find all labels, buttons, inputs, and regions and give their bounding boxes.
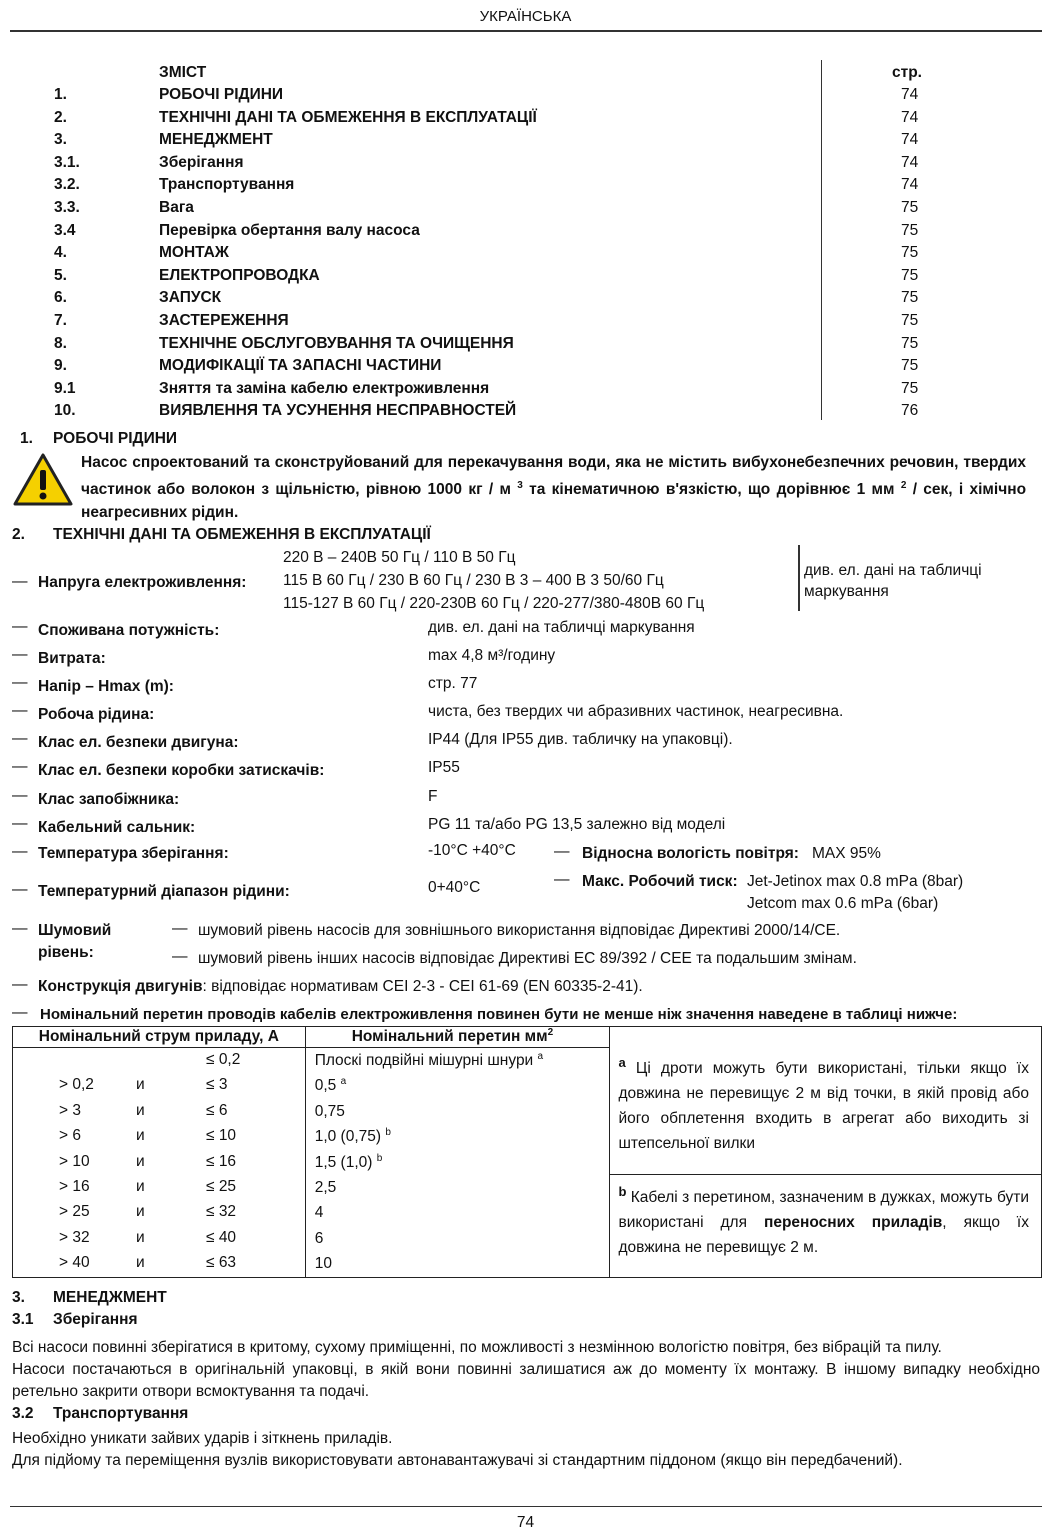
section3-1-number: 3.1 [12, 1311, 34, 1328]
current-range-row [13, 1073, 305, 1098]
section-row [306, 1099, 610, 1124]
toc-entry[interactable] [54, 109, 924, 131]
toc-entry-number: 3. [54, 131, 67, 149]
spec-voltage-note: маркування [804, 583, 889, 600]
transport-paragraph: Необхідно уникати зайвих ударів і зіткнень приладів. [12, 1430, 393, 1447]
toc-entry-number: 3.3. [54, 199, 80, 216]
current-lower: > 32 [59, 1228, 90, 1246]
section3-2-heading: Транспортування [53, 1405, 189, 1422]
spec-value: PG 11 та/або PG 13,5 залежно від моделі [428, 816, 726, 833]
current-upper: ≤ 10 [206, 1127, 237, 1145]
spec-humidity-label: Відносна вологість повітря: [582, 845, 799, 862]
spec-value: F [428, 788, 438, 805]
toc-entry-page: 74 [901, 86, 919, 103]
page-header-language: УКРАЇНСЬКА [479, 8, 572, 25]
toc-entry-title: ТЕХНІЧНІ ДАНІ ТА ОБМЕЖЕННЯ В ЕКСПЛУАТАЦІЇ [159, 108, 537, 126]
toc-entry-page: 75 [901, 379, 919, 397]
spec-value: IP55 [428, 759, 460, 776]
current-and: и [136, 1101, 145, 1119]
spec-dash: — [12, 787, 28, 804]
spec-dash: — [172, 920, 188, 937]
section1-text: Насос спроектований та сконструйований для перекачування води, яка не містить вибухонебезпечних речовин, твердих частинок або волокон з щільністю, рівною 1000 кг / м $^3$ та кінематичною в'язкістю, що дорівнює 1 мм $^2$ / сек, і хімічно неагресивних рідин. [81, 454, 1027, 522]
section3-number: 3. [12, 1289, 25, 1306]
sections-cell [305, 1048, 610, 1278]
spec-voltage-note: див. ел. дані на табличці [804, 562, 982, 579]
section-row [306, 1226, 610, 1251]
section-value: 0,75 [314, 1102, 345, 1120]
storage-paragraph: Насоси постачаються в оригінальній упаковці, в якій вони повинні залишатися аж до моменту їх монтажу. В іншому випадку необхідно ретельно закрити отвори всмоктування та подачі. [12, 1361, 1040, 1400]
toc-entry-page: 74 [901, 176, 919, 194]
toc-entry-page: 74 [901, 108, 919, 126]
current-and: и [136, 1254, 145, 1272]
current-range-row [13, 1048, 305, 1073]
section1-heading: РОБОЧІ РІДИНИ [53, 430, 178, 447]
toc-entry[interactable] [54, 312, 924, 334]
current-and: и [136, 1203, 145, 1221]
cable-intro-text: Номінальний перетин проводів кабелів електроживлення повинен бути не менше ніж значення наведене в таблиці нижче: [40, 1006, 958, 1023]
current-range-row [13, 1175, 305, 1200]
spec-label: Кабельний сальник: [38, 819, 196, 836]
section-value: 10 [314, 1255, 332, 1273]
note-a: $^a$ Ці дроти можуть бути використані, тільки якщо їх довжина не перевищує 2 м від точки, в якій провід або його обплетення входить в агрегат або виходить зі штепсельної вилки [610, 1048, 1041, 1175]
toc-entry-title: МЕНЕДЖМЕНТ [159, 131, 273, 149]
current-upper: ≤ 3 [206, 1076, 228, 1094]
toc-entry-number: 10. [54, 402, 76, 420]
section-value: 4 [314, 1204, 324, 1222]
toc-entry-number: 6. [54, 289, 67, 307]
toc-entry-page: 76 [901, 402, 919, 420]
current-range-row [13, 1200, 305, 1225]
toc-entry-title: МОНТАЖ [159, 244, 229, 262]
spec-value: max 4,8 м³/годину [428, 647, 556, 664]
spec-dash: — [12, 1004, 28, 1021]
spec-dash: — [12, 618, 28, 635]
current-lower: > 40 [59, 1254, 90, 1272]
section-value: 1,5 (1,0) $^b$ [314, 1152, 383, 1171]
current-upper: ≤ 16 [206, 1152, 237, 1170]
toc-entry-title: Зберігання [159, 153, 244, 171]
toc-entry[interactable] [54, 131, 924, 153]
current-lower: > 3 [59, 1101, 81, 1119]
toc-entry-title: ТЕХНІЧНЕ ОБСЛУГОВУВАННЯ ТА ОЧИЩЕННЯ [159, 334, 514, 352]
spec-voltage-line: 115-127 В 60 Гц / 220-230В 60 Гц / 220-277/380-480В 60 Гц [283, 595, 705, 612]
spec-value: див. ел. дані на табличці маркування [428, 619, 695, 636]
toc-entry-number: 9. [54, 357, 67, 375]
spec-label: Клас ел. безпеки коробки затискачів: [38, 762, 325, 779]
header-rule [10, 30, 1042, 32]
spec-label: Споживана потужність: [38, 622, 220, 639]
toc-title: ЗМІСТ [159, 64, 207, 81]
warning-icon [12, 452, 74, 508]
toc-entry[interactable] [54, 357, 924, 379]
table-header: Номінальний перетин $мм^2$ [305, 1027, 610, 1048]
spec-label: Напір – Hmax (m): [38, 678, 174, 695]
current-and: и [136, 1127, 145, 1145]
toc-entry[interactable] [54, 335, 924, 357]
section-row [306, 1048, 610, 1073]
current-upper: ≤ 32 [206, 1203, 237, 1221]
section-value: 1,0 (0,75) $^b$ [314, 1127, 391, 1146]
toc-entry-number: 8. [54, 334, 67, 352]
toc-entry-number: 9.1 [54, 379, 76, 397]
toc-entry-page: 75 [901, 266, 919, 284]
spec-value: стр. 77 [428, 675, 478, 692]
current-and: и [136, 1177, 145, 1195]
section-row [306, 1150, 610, 1175]
toc-entry-title: Зняття та заміна кабелю електроживлення [159, 379, 490, 397]
toc-entry-title: ЗАПУСК [159, 289, 222, 307]
spec-label: Витрата: [38, 650, 106, 667]
section1-number: 1. [20, 430, 33, 447]
spec-value: чиста, без твердих чи абразивних частинок, неагресивна. [428, 703, 844, 720]
spec-pressure-value: Jet-Jetinox max 0.8 mPa (8bar) [747, 873, 964, 890]
toc-entry[interactable] [54, 199, 924, 221]
current-upper: ≤ 0,2 [206, 1051, 241, 1068]
current-lower: > 16 [59, 1177, 90, 1195]
toc-entry-title: ВИЯВЛЕННЯ ТА УСУНЕННЯ НЕСПРАВНОСТЕЙ [159, 402, 517, 420]
toc-entry-page: 75 [901, 244, 919, 262]
toc-entry-page: 74 [901, 153, 919, 171]
toc-entry-title: Транспортування [159, 176, 295, 194]
section-row [306, 1251, 610, 1276]
section-value: 0,5 $^a$ [314, 1076, 347, 1095]
spec-liquid-temp-value: 0+40°C [428, 879, 481, 896]
spec-humidity-value: MAX 95% [812, 845, 881, 862]
spec-dash: — [554, 871, 570, 888]
section2-number: 2. [12, 526, 25, 543]
spec-noise-label: Шумовий [38, 922, 112, 939]
current-upper: ≤ 25 [206, 1177, 237, 1195]
section3-2-number: 3.2 [12, 1405, 34, 1422]
spec-dash: — [12, 573, 28, 590]
voltage-note-divider [798, 545, 800, 611]
spec-voltage-label: Напруга електроживлення: [38, 574, 247, 591]
current-upper: ≤ 63 [206, 1254, 237, 1272]
toc-entry-number: 3.2. [54, 176, 80, 194]
toc-entry[interactable] [54, 380, 924, 402]
cable-section-table [12, 1026, 1042, 1278]
section-row [306, 1124, 610, 1149]
spec-value: IP44 (Для IP55 див. табличку на упаковці). [428, 731, 733, 748]
toc-entry-number: 3.1. [54, 153, 80, 171]
toc-entry-number: 4. [54, 244, 67, 262]
section-value: 2,5 [314, 1179, 337, 1197]
table-header: Номінальний струм приладу, А [13, 1027, 306, 1048]
toc-entry-title: МОДИФІКАЦІЇ ТА ЗАПАСНІ ЧАСТИНИ [159, 357, 442, 375]
toc-entry-page: 75 [901, 199, 919, 216]
spec-noise-text: шумовий рівень насосів для зовнішнього використання відповідає Директиві 2000/14/CE. [198, 922, 841, 939]
spec-dash: — [12, 674, 28, 691]
toc-entry[interactable] [54, 289, 924, 311]
footer-rule [10, 1506, 1042, 1507]
spec-dash: — [12, 702, 28, 719]
page-number: 74 [516, 1514, 535, 1531]
section2-heading: ТЕХНІЧНІ ДАНІ ТА ОБМЕЖЕННЯ В ЕКСПЛУАТАЦІЇ [53, 526, 431, 543]
spec-dash: — [12, 815, 28, 832]
spec-label: Клас ел. безпеки двигуна: [38, 734, 239, 751]
toc-entry-page: 75 [901, 312, 919, 329]
current-range-row [13, 1124, 305, 1149]
toc-entry-title: ЗАСТЕРЕЖЕННЯ [159, 312, 289, 329]
toc-entry-number: 3.4 [54, 221, 76, 239]
spec-dash: — [12, 881, 28, 898]
toc-entry[interactable] [54, 244, 924, 266]
spec-motor-label: Конструкція двигунів [38, 978, 203, 995]
current-range-row [13, 1251, 305, 1276]
spec-dash: — [12, 730, 28, 747]
current-upper: ≤ 40 [206, 1228, 237, 1246]
spec-pressure-label: Макс. Робочий тиск: [582, 873, 738, 890]
current-lower: > 0,2 [59, 1076, 94, 1094]
current-range-row [13, 1150, 305, 1175]
transport-paragraph: Для підйому та переміщення вузлів використовувати автонавантажувачі зі стандартним піддоном (якщо він передбачений). [12, 1452, 903, 1469]
section-row [306, 1073, 610, 1098]
section3-heading: МЕНЕДЖМЕНТ [53, 1289, 167, 1306]
section-value: 6 [314, 1229, 324, 1247]
spec-dash: — [12, 758, 28, 775]
toc-page-label: стр. [892, 64, 922, 81]
current-lower: > 25 [59, 1203, 90, 1221]
toc-entry[interactable] [54, 402, 924, 424]
spec-noise-text: шумовий рівень інших насосів відповідає Директиві ЕС 89/392 / СЕЕ та подальшим змінам. [198, 950, 857, 967]
current-and: и [136, 1076, 145, 1094]
spec-voltage-line: 115 В 60 Гц / 230 В 60 Гц / 230 В 3 – 400 В 3 50/60 Гц [283, 572, 664, 589]
current-and: и [136, 1228, 145, 1246]
spec-dash: — [12, 920, 28, 937]
toc-entry[interactable] [54, 176, 924, 198]
toc-entry-title: РОБОЧІ РІДИНИ [159, 86, 284, 103]
spec-label: Клас запобіжника: [38, 791, 180, 808]
toc-entry[interactable] [54, 154, 924, 176]
toc-entry-title: Вага [159, 199, 194, 216]
section-value: Плоскі подвійні мішурні шнури $^a$ [314, 1051, 544, 1070]
toc-entry[interactable] [54, 267, 924, 289]
spec-motor-value: : відповідає нормативам CEI 2-3 - CEI 61-69 (EN 60335-2-41). [202, 978, 643, 995]
current-lower: > 10 [59, 1152, 90, 1170]
spec-storage-temp-value: -10°C +40°C [428, 842, 516, 859]
toc-entry[interactable] [54, 86, 924, 108]
spec-liquid-temp-label: Температурний діапазон рідини: [38, 883, 290, 900]
spec-label: Робоча рідина: [38, 706, 155, 723]
note-b: $^b$ Кабелі з перетином, зазначеним в дужках, можуть бути використані для переносних приладів, якщо їх довжина не перевищує 2 м. [618, 1183, 1029, 1256]
toc-entry-page: 75 [901, 289, 919, 307]
section3-1-heading: Зберігання [53, 1311, 138, 1328]
storage-paragraph: Всі насоси повинні зберігатися в критому, сухому приміщенні, по можливості з незмінною вологістю повітря, без вібрацій та пилу. [12, 1339, 942, 1356]
notes-cell [610, 1048, 1042, 1278]
section-row [306, 1175, 610, 1200]
spec-noise-label: рівень: [38, 944, 94, 961]
spec-dash: — [554, 843, 570, 860]
spec-storage-temp-label: Температура зберігання: [38, 845, 229, 862]
toc-entry-number: 7. [54, 312, 67, 329]
toc-entry[interactable] [54, 222, 924, 244]
toc-entry-page: 75 [901, 334, 919, 352]
spec-voltage-line: 220 В – 240В 50 Гц / 110 В 50 Гц [283, 549, 516, 566]
toc-entry-number: 2. [54, 108, 67, 126]
current-lower: > 6 [59, 1127, 81, 1145]
spec-dash: — [12, 976, 28, 993]
spec-pressure-value: Jetcom max 0.6 mPa (6bar) [747, 895, 939, 912]
toc-entry-title: Перевірка обертання валу насоса [159, 221, 420, 239]
toc-entry-page: 75 [901, 221, 919, 239]
current-range-row [13, 1099, 305, 1124]
spec-dash: — [12, 843, 28, 860]
current-upper: ≤ 6 [206, 1101, 228, 1119]
toc-entry-title: ЕЛЕКТРОПРОВОДКА [159, 266, 320, 284]
current-range-row [13, 1226, 305, 1251]
toc-entry-number: 5. [54, 266, 67, 284]
toc-entry-number: 1. [54, 86, 67, 103]
current-and: и [136, 1152, 145, 1170]
current-ranges-cell [13, 1048, 306, 1278]
spec-dash: — [12, 646, 28, 663]
toc-entry-page: 75 [901, 357, 919, 375]
toc-entry-page: 74 [901, 131, 919, 149]
section-row [306, 1200, 610, 1225]
spec-dash: — [172, 948, 188, 965]
